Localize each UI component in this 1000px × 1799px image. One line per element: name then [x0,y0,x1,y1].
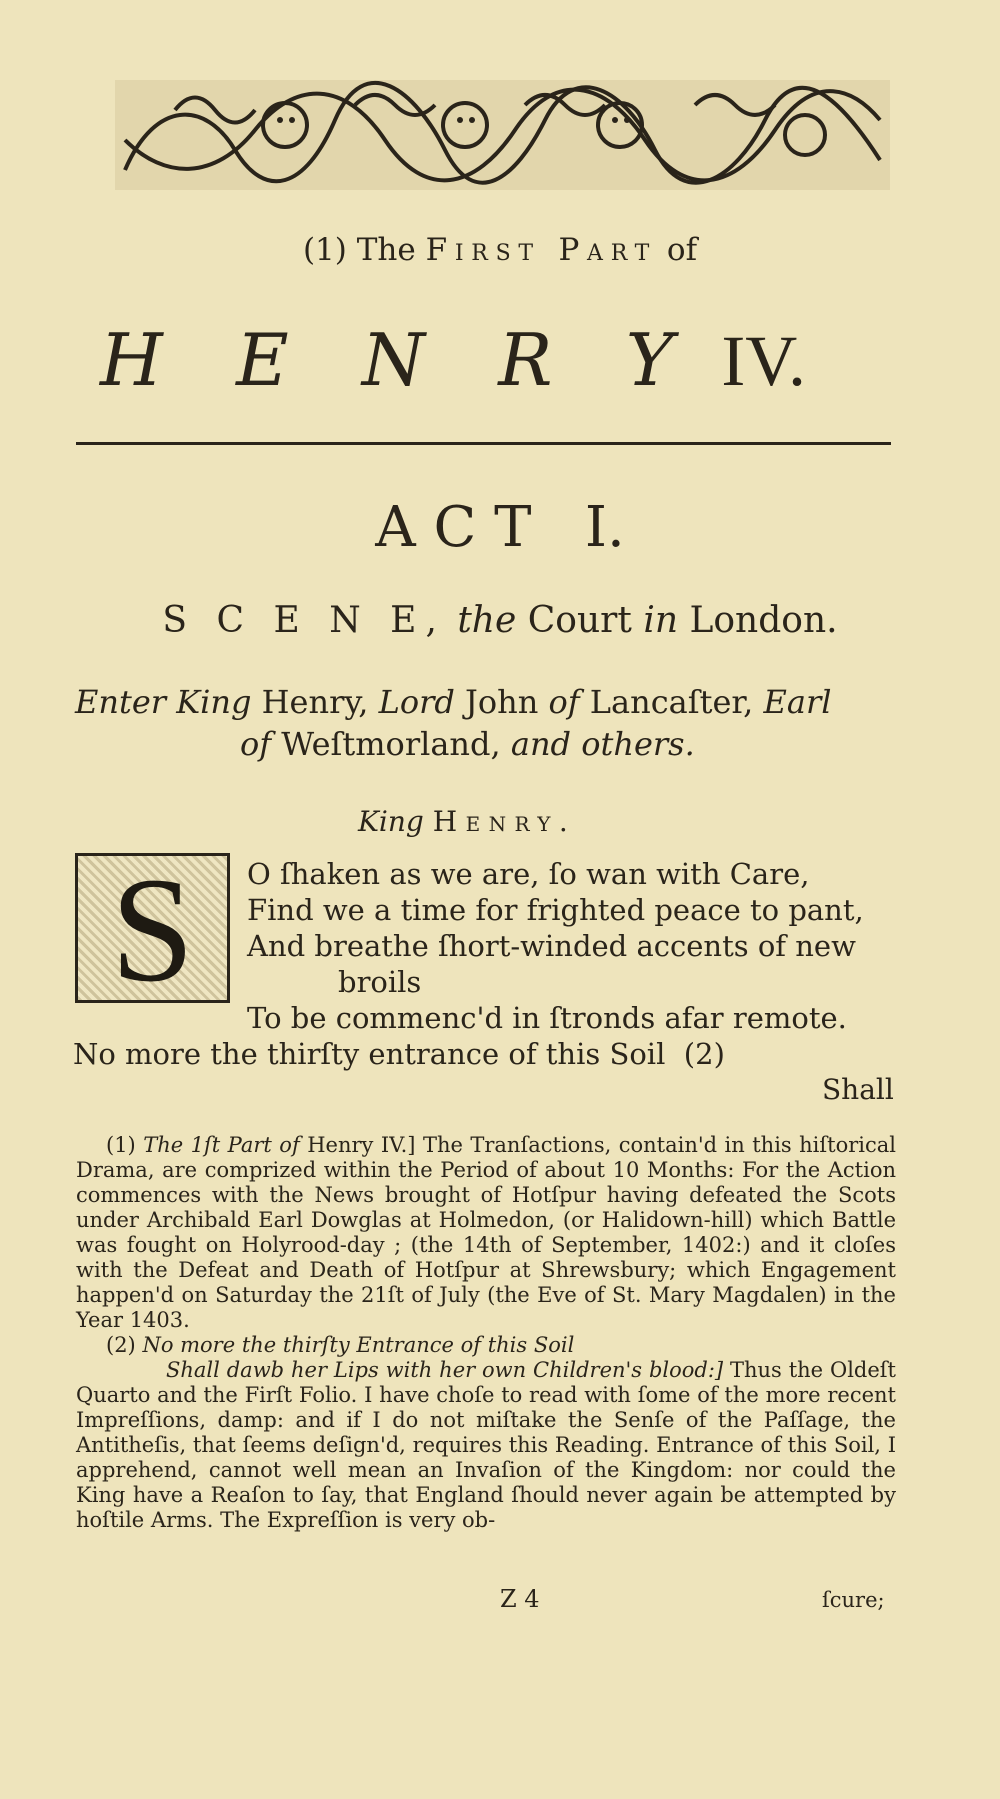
verse-line-6: No more the thirſty entrance of this Soil (2) [73,1037,725,1071]
verse-line-5: To be commenc'd in ſtronds afar remote. [247,1001,847,1035]
footnote-1-marker: (1) [106,1133,136,1157]
footnote-1-text: Henry IV.] The Tranſactions, contain'd in this hiſtorical Drama, are comprized within the Period of about 10 Months: For the Action commences with the News brought of Hotſpur having defeated the Scots under Archibald Earl Dowglas at Holmedon, (or Halidown-hill) which Battle was fought on Holyrood-day ; (the 14th of September, 1402:) and it cloſes with the Defeat and Death of Hotſpur at Shrewsbury; which Engagement happen'd on Saturday the 21ſt of July (the Eve of St. Mary Magdalen) in the Year 1403. [76,1133,896,1332]
verse-line-3: And breathe ſhort-winded accents of new [247,929,856,963]
play-title-name: H E N R Y [100,318,699,402]
scene-label: S C E N E, [162,600,446,641]
title-prefix: (1) The [302,232,416,268]
scene-in: in [643,600,679,641]
stage-direction-line1 [75,683,831,721]
footnote-2-text: Thus the Oldeſt Quarto and the Firſt Folio. I have choſe to read with ſome of the more recent Impreſſions, damp: and if I do not miſtake the Senſe of the Paſſage, the Antitheſis, that ſeems deſign'd, requires this Reading. Entrance of this Soil, I apprehend, cannot well mean an Invaſion of the Kingdom: nor could the King have a Reaſon to ſay, that England ſhould never again be attempted by hoſtile Arms. The Expreſſion is very ob- [76,1358,896,1532]
play-title-numeral: IV. [721,321,807,401]
verse-line-2: Find we a time for frighted peace to pant, [247,893,864,927]
speaker-king: King [358,805,424,838]
play-title [100,318,806,403]
sd-earl: Earl [763,683,832,721]
footer-catchword: ſcure; [822,1588,885,1612]
dropcap-ornament-icon [75,847,230,1013]
speaker-heading [358,805,576,838]
footnote-2-lemma [76,1333,896,1358]
scene-london: London. [689,600,838,641]
stage-direction-line2 [240,725,695,763]
sd-enter: Enter King [75,683,252,721]
footnote-2-lemma-2: Shall dawb her Lips with her own Children's blood:] [166,1358,724,1382]
verse-line-1: O ſhaken as we are, ſo wan with Care, [247,857,810,891]
dropcap-letter: S [110,847,195,1013]
headpiece-ornament-icon [115,80,890,190]
sd-of: of [548,683,580,721]
verse-catchword: Shall [822,1073,894,1106]
sd-lord: Lord [378,683,455,721]
sd-john: John [465,683,539,721]
sd-lancaster: Lancaſter, [589,683,754,721]
scene-the: the [457,600,517,641]
verse-line-4: broils [338,965,422,999]
act-heading: A C T I. [375,495,625,560]
sd-westmorland: Weſtmorland, [281,725,501,763]
footnote-2 [76,1358,896,1533]
footnote-2-lemma-text: No more the thirſty Entrance of this Soil [142,1333,575,1357]
sd-henry: Henry, [261,683,369,721]
speaker-name: Henry. [432,805,577,838]
scene-heading [0,600,1000,641]
footnote-1 [76,1133,896,1333]
footnote-2-marker: (2) [106,1333,136,1357]
title-first-part: First Part [425,232,658,268]
footnote-1-title: The 1ſt Part of [143,1133,300,1157]
signature-mark: Z 4 [500,1585,540,1613]
title-of: of [666,232,698,268]
sd-and-others: and others. [510,725,695,763]
footnotes [76,1133,896,1533]
sd-of-2: of [240,725,272,763]
title-rule [76,442,891,445]
part-title [0,232,1000,268]
scene-court: Court [527,600,632,641]
